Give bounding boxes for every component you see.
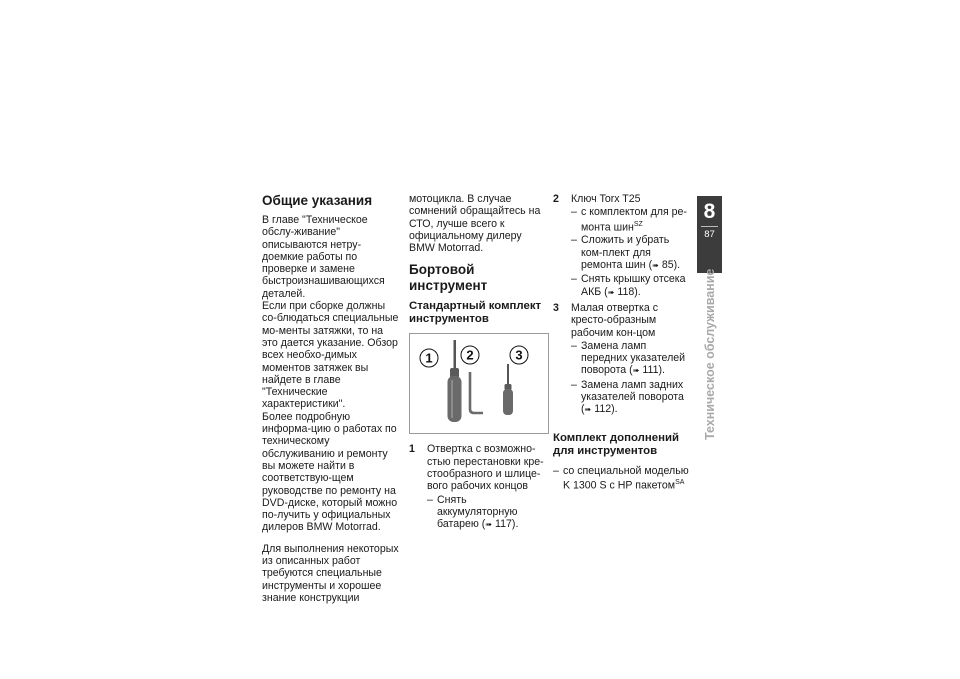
paragraph: В главе "Техническое обслу-живание" описываются нетру-доемкие работы по проверке и замене быстроизнашивающихся деталей. bbox=[262, 214, 385, 300]
heading-general: Общие указания bbox=[262, 193, 373, 208]
tools-illustration bbox=[410, 334, 548, 433]
arrow-icon: ➠ bbox=[632, 366, 640, 376]
arrow-icon: ➠ bbox=[485, 520, 493, 530]
arrow-icon: ➠ bbox=[584, 405, 592, 415]
paragraph: Для выполнения некоторых из описанных работ требуются специальные инструменты и хорошее знание конструкции bbox=[262, 542, 399, 604]
column-2 bbox=[409, 193, 547, 535]
screwdriver-small-icon bbox=[503, 364, 513, 415]
paragraph: Более подробную информа-цию о работах по техническому обслуживанию и ремонту вы можете найти в соответствую-щем руководстве по ремонту на DVD-диске, который можно по-лучить у официальных дилеров BMW Motorrad. bbox=[262, 410, 398, 534]
sub-item: – с комплектом для ре-монта шин$^{SZ}$ bbox=[571, 206, 687, 234]
figure-label-3: 3 bbox=[515, 347, 523, 363]
chapter-number: 8 bbox=[703, 200, 716, 223]
sub-item: – Замена ламп задних указателей поворота (➠ 112). bbox=[571, 378, 684, 416]
figure-label-1: 1 bbox=[425, 350, 433, 366]
paragraph: мотоцикла. В случае сомнений обращайтесь на СТО, лучше всего к официальному дилеру BMW Motorrad. bbox=[409, 193, 541, 255]
heading-additional-kit: Комплект дополнений для инструментов bbox=[553, 431, 680, 457]
paragraph: Если при сборке должны со-блюдаться специальные мо-менты затяжки, то на это дается указание. Обзор всех необхо-димых моментов затяжек вы найдете в главе "Технические характеристики". bbox=[262, 300, 399, 411]
arrow-icon: ➠ bbox=[607, 287, 615, 297]
sub-item: – Замена ламп передних указателей поворота (➠ 111). bbox=[571, 339, 686, 377]
list-item: 2 Ключ Torx T25 – с комплектом для ре-монта шин$^{SZ}$ – Сложить и убрать ком-плект для ремонта шин (➠ 85). – Снять крышку отсека АКБ (➠ 118). bbox=[553, 193, 693, 300]
sub-item: – Снять аккумуляторную батарею (➠ 117). bbox=[427, 493, 519, 531]
column-3 bbox=[553, 193, 693, 493]
side-chapter-title: Техническое обслуживание bbox=[703, 268, 717, 440]
chapter-box bbox=[697, 196, 722, 273]
list-item: 1 Отвертка с возможно-стью перестановки кре-стообразного и шлице-вого рабочих концов – Снять аккумуляторную батарею (➠ 117). bbox=[409, 443, 547, 532]
column-1 bbox=[262, 193, 400, 604]
tools-figure bbox=[409, 333, 549, 434]
sub-item: – Сложить и убрать ком-плект для ремонта шин (➠ 85). bbox=[571, 234, 681, 272]
heading-onboard-tools: Бортовой инструмент bbox=[409, 262, 488, 294]
subheading-standard-kit: Стандартный комплект инструментов bbox=[409, 300, 542, 326]
screwdriver-large-icon bbox=[448, 340, 462, 422]
page-number: 87 bbox=[704, 229, 715, 240]
figure-label-2: 2 bbox=[466, 347, 474, 363]
arrow-icon: ➠ bbox=[652, 261, 659, 271]
sub-item: – со специальной моделью K 1300 S с HP пакетом$^{SA}$ bbox=[553, 464, 689, 492]
sub-item: – Снять крышку отсека АКБ (➠ 118). bbox=[571, 273, 686, 298]
list-item: 3 Малая отвертка с кресто-образным рабочим кон-цом – Замена ламп передних указателей поворота (➠ 111). – Замена ламп задних указателей поворота (➠ 112). bbox=[553, 302, 693, 418]
